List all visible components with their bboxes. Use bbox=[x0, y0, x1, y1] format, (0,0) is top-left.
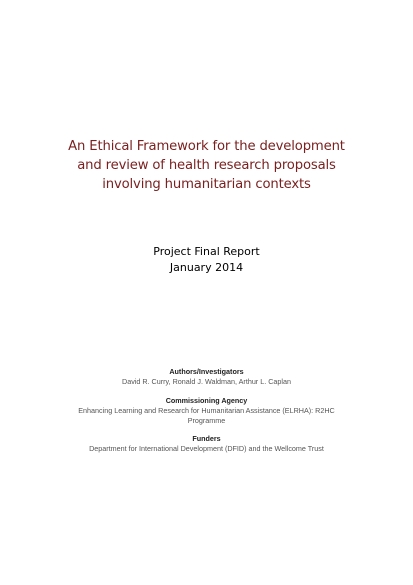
funders-block bbox=[0, 434, 413, 454]
agency-heading: Commissioning Agency bbox=[165, 395, 248, 405]
authors-names: David R. Curry, Ronald J. Waldman, Arthur L. Caplan bbox=[122, 377, 291, 386]
title-line-1: An Ethical Framework for the development bbox=[68, 139, 345, 154]
report-date: January 2014 bbox=[169, 261, 244, 274]
report-info bbox=[0, 244, 413, 276]
document-title bbox=[0, 137, 413, 194]
funders-heading: Funders bbox=[192, 434, 221, 443]
report-type: Project Final Report bbox=[153, 245, 260, 258]
credits-section bbox=[0, 367, 413, 463]
agency-name-line-1: Enhancing Learning and Research for Humanitarian Assistance (ELRHA): R2HC bbox=[78, 405, 335, 415]
authors-heading: Authors/Investigators bbox=[169, 367, 244, 376]
title-line-2: and review of health research proposals bbox=[77, 158, 336, 173]
agency-name-line-2: Programme bbox=[187, 415, 226, 425]
title-line-3: involving humanitarian contexts bbox=[102, 177, 311, 192]
agency-block bbox=[0, 396, 413, 426]
authors-block bbox=[0, 367, 413, 387]
funders-names: Department for International Development (DFID) and the Wellcome Trust bbox=[89, 444, 324, 453]
